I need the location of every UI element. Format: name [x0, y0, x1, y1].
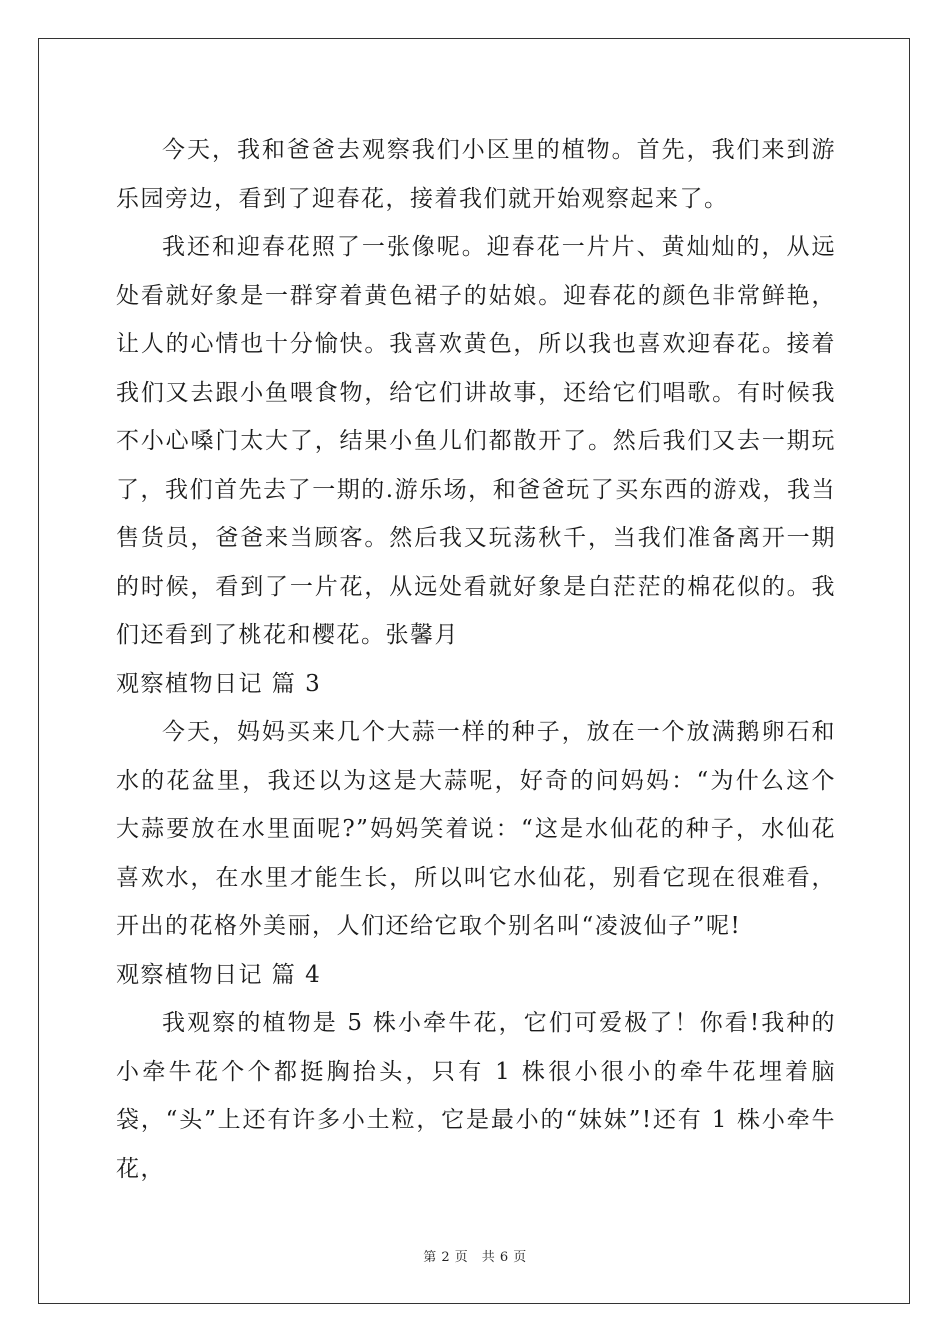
section-heading-3: 观察植物日记 篇 3 [116, 670, 322, 697]
paragraph-winter-jasmine: 我还和迎春花照了一张像呢。迎春花一片片、黄灿灿的，从远处看就好象是一群穿着黄色裙子的姑娘。迎春花的颜色非常鲜艳，让人的心情也十分愉快。我喜欢黄色，所以我也喜欢迎春花。接着我们又去跟小鱼喂食物，给它们讲故事，还给它们唱歌。有时候我不小心嗓门太大了，结果小鱼儿们都散开了。然后我们又去一期玩了，我们首先去了一期的.游乐场，和爸爸玩了买东西的游戏，我当售货员，爸爸来当顾客。然后我又玩荡秋千，当我们准备离开一期的时候，看到了一片花，从远处看就好象是白茫茫的棉花似的。我们还看到了桃花和樱花。张馨月 [116, 234, 836, 648]
document-body [116, 126, 836, 1193]
paragraph-narcissus: 今天，妈妈买来几个大蒜一样的种子，放在一个放满鹅卵石和水的花盆里，我还以为这是大蒜呢，好奇的问妈妈：“为什么这个大蒜要放在水里面呢?”妈妈笑着说：“这是水仙花的种子，水仙花喜欢水，在水里才能生长，所以叫它水仙花，别看它现在很难看，开出的花格外美丽，人们还给它取个别名叫“凌波仙子”呢! [116, 719, 836, 939]
paragraph-observation-intro: 今天，我和爸爸去观察我们小区里的植物。首先，我们来到游乐园旁边，看到了迎春花，接着我们就开始观察起来了。 [116, 137, 836, 212]
paragraph-morning-glory: 我观察的植物是 5 株小牵牛花，它们可爱极了！你看!我种的小牵牛花个个都挺胸抬头，只有 1 株很小很小的牵牛花埋着脑袋，“头”上还有许多小土粒，它是最小的“妹妹”!还有 1 株小牵牛花， [116, 1010, 837, 1182]
section-heading-4: 观察植物日记 篇 4 [116, 961, 322, 988]
page-number-footer: 第 2 页 共 6 页 [423, 1250, 527, 1265]
